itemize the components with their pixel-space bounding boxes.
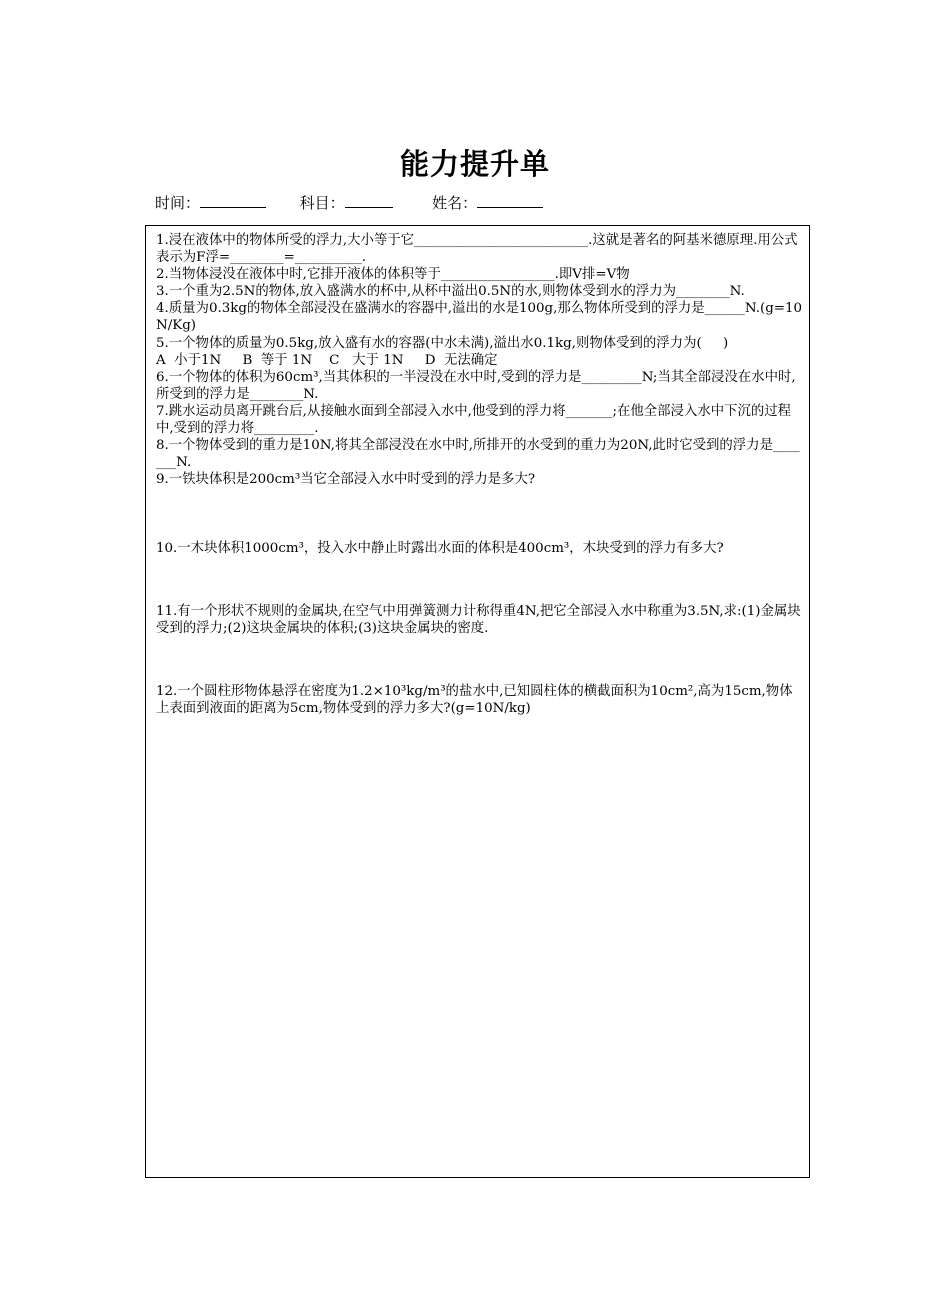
- header-fields: [155, 192, 543, 213]
- name-blank[interactable]: [477, 193, 543, 208]
- question-1: 1.浸在液体中的物体所受的浮力,大小等于它__________________________.这就是著名的阿基米德原理.用公式表示为F浮=________=__________.: [156, 233, 798, 266]
- name-label: 姓名：: [432, 194, 478, 212]
- time-blank[interactable]: [200, 193, 266, 208]
- time-label: 时间：: [155, 194, 201, 212]
- worksheet-box: [145, 225, 810, 1178]
- question-3: 3.一个重为2.5N的物体,放入盛满水的杯中,从杯中溢出0.5N的水,则物体受到水的浮力为________N.: [156, 284, 745, 300]
- answer-space-10: [156, 558, 804, 603]
- answer-space-9: [156, 488, 804, 540]
- question-12: 12.一个圆柱形物体悬浮在密度为1.2×10³kg/m³的盐水中,已知圆柱体的横截面积为10cm²,高为15cm,物体上表面到液面的距离为5cm,物体受到的浮力多大?(g=10N/kg): [156, 683, 793, 716]
- question-11: 11.有一个形状不规则的金属块,在空气中用弹簧测力计称得重4N,把它全部浸入水中称重为3.5N,求:(1)金属块受到的浮力;(2)这块金属块的体积;(3)这块金属块的密度.: [156, 603, 801, 636]
- question-4: 4.质量为0.3kg的物体全部浸没在盛满水的容器中,溢出的水是100g,那么物体所受到的浮力是______N.(g=10N/Kg): [156, 301, 803, 334]
- question-10: 10.一木块体积1000cm³，投入水中静止时露出水面的体积是400cm³，木块受到的浮力有多大?: [156, 541, 724, 557]
- subject-label: 科目：: [299, 194, 345, 212]
- subject-blank[interactable]: [345, 193, 393, 208]
- question-7: 7.跳水运动员离开跳台后,从接触水面到全部浸入水中,他受到的浮力将_______;在他全部浸入水中下沉的过程中,受到的浮力将_________.: [156, 403, 792, 437]
- page-title: 能力提升单: [399, 147, 550, 181]
- answer-space-11: [156, 637, 804, 683]
- question-5-options: A 小于1N B 等于 1N C 大于 1N D 无法确定: [156, 352, 498, 368]
- question-9: 9.一铁块体积是200cm³当它全部浸入水中时受到的浮力是多大?: [156, 472, 536, 488]
- question-8: 8.一个物体受到的重力是10N,将其全部浸没在水中时,所排开的水受到的重力为20N,此时它受到的浮力是_______N.: [156, 438, 800, 471]
- question-2: 2.当物体浸没在液体中时,它排开液体的体积等于_________________.即V排=V物: [156, 267, 630, 283]
- question-list: [156, 232, 804, 717]
- question-5: 5.一个物体的质量为0.5kg,放入盛有水的容器(中水未满),溢出水0.1kg,则物体受到的浮力为( ): [156, 335, 729, 351]
- question-6: 6.一个物体的体积为60cm³,当其体积的一半浸没在水中时,受到的浮力是_________N;当其全部浸没在水中时,所受到的浮力是________N.: [156, 369, 796, 402]
